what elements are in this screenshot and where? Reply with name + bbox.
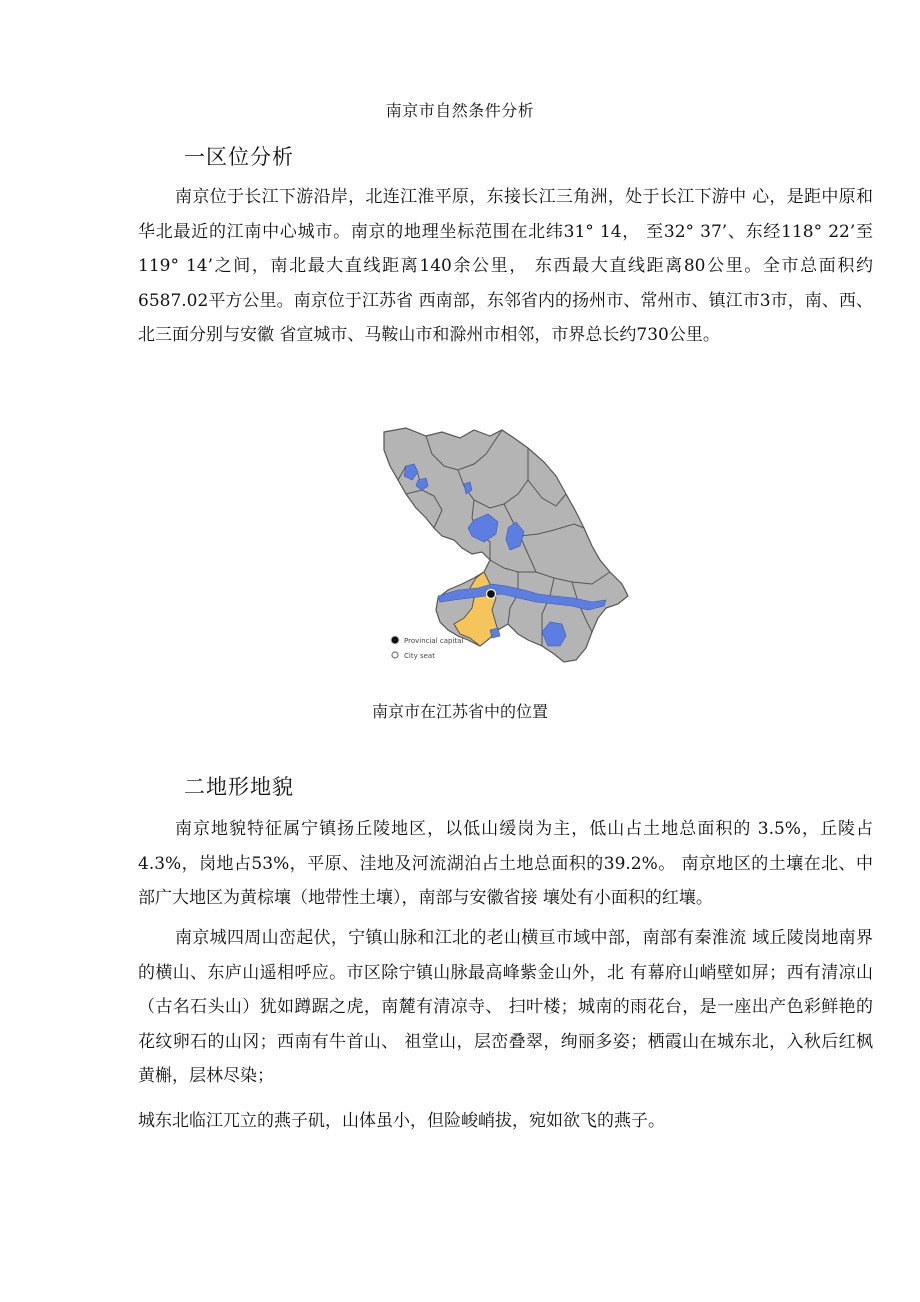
document-title: 南京市自然条件分析 (385, 101, 535, 120)
nanjing-capital-marker (487, 590, 496, 599)
jiangsu-province-shape (384, 428, 628, 662)
map-caption: 南京市在江苏省中的位置 (371, 702, 548, 721)
terrain-paragraph-2: 南京城四周山峦起伏，宁镇山脉和江北的老山横亘市域中部，南部有秦淮流 域丘陵岗地南界的横山、东庐山遥相呼应。市区除宁镇山脉最高峰紫金山外，北 有幕府山峭壁如屏；西有清凉山（古名石头山）犹如蹲踞之虎，南麓有清凉寺、 扫叶楼；城南的雨花台，是一座出产色彩鲜艳的花纹卵石的山冈；西南有牛首山、 祖堂山，层峦叠翠，绚丽多姿；栖霞山在城东北，入秋后红枫黄槲，层林尽染； (138, 928, 873, 1086)
shijiu-lake (490, 628, 500, 638)
legend-city-icon (392, 652, 398, 658)
location-paragraph: 南京位于长江下游沿岸，北连江淮平原，东接长江三角洲，处于长江下游中 心，是距中原和华北最近的江南中心城市。南京的地理坐标范围在北纬31° 14， 至32° 37’、东经118° 22’至119° 14’之间，南北最大直线距离140余公里， 东西最大直线距离80公里。全市总面积约6587.02平方公里。南京位于江苏省 西南部，东邻省内的扬州市、常州市、镇江市3市，南、西、北三面分别与安徽 省宣城市、马鞍山市和滁州市相邻，市界总长约730公里。 (138, 187, 873, 345)
legend-capital-label: Provincial capital (404, 637, 464, 645)
terrain-paragraph-1: 南京地貌特征属宁镇扬丘陵地区，以低山缓岗为主，低山占土地总面积的 3.5%，丘陵占4.3%，岗地占53%，平原、洼地及河流湖泊占土地总面积的39.2%。 南京地区的土壤在北、中部广大地区为黄棕壤（地带性土壤），南部与安徽省接 壤处有小面积的红壤。 (138, 819, 873, 908)
legend-city-label: City seat (404, 652, 435, 660)
legend-capital-icon (391, 636, 399, 644)
section-heading-terrain: 二地形地貌 (184, 775, 294, 799)
jiangsu-map (378, 424, 640, 670)
terrain-paragraph-3: 城东北临江兀立的燕子矶，山体虽小，但险峻峭拔，宛如欲飞的燕子。 (138, 1111, 665, 1131)
section-heading-location: 一区位分析 (184, 145, 294, 169)
